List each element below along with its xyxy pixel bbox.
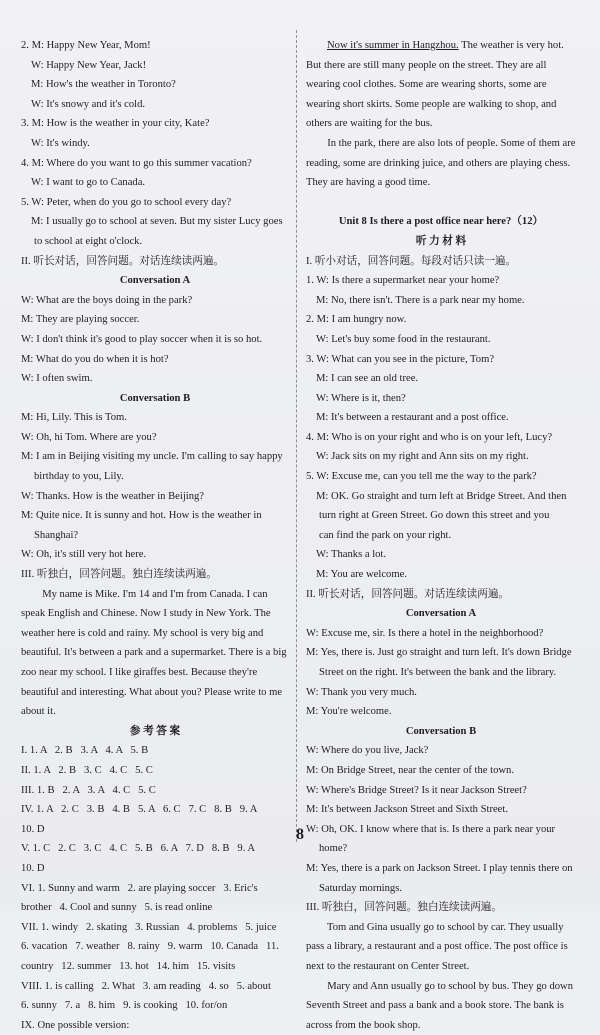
text-line: country 12. summer 13. hot 14. him 15. visits [21, 960, 236, 972]
text-line: speak English and Chinese. Now I study in New York. The [21, 608, 271, 620]
text-line: VI. 1. Sunny and warm 2. are playing soccer 3. Eric's [21, 882, 258, 894]
text-line: M: Hi, Lily. This is Tom. [21, 412, 127, 424]
text-line: They are having a good time. [306, 177, 431, 189]
text-line: 10. D [21, 862, 45, 874]
text-line: birthday to you, Lily. [34, 471, 124, 483]
text-line: II. 听长对话，回答问题。对话连续读两遍。 [21, 255, 225, 267]
text-line: turn right at Green Street. Go down this street and you [319, 510, 550, 522]
text-line: beautiful and interesting. What about you? Please write to me [21, 686, 283, 698]
text-line: M: Yes, there is. Just go straight and turn left. It's down Bridge [306, 647, 572, 659]
text-line: III. 听独白，回答问题。独白连续读两遍。 [21, 569, 217, 581]
text-line: M: You are welcome. [316, 569, 407, 581]
section-heading: Conversation A [405, 608, 477, 620]
text-line: 6. sunny 7. a 8. him 9. is cooking 10. for/on [21, 1000, 228, 1012]
text-line: across from the book shop. [306, 1019, 421, 1031]
text-line: My name is Mike. I'm 14 and I'm from Canada. I can [21, 588, 268, 600]
text-line: 4. M: Who is on your right and who is on your left, Lucy? [306, 431, 553, 443]
text-line: II. 1. A 2. B 3. C 4. C 5. C [21, 764, 153, 776]
text-line: M: It's between Jackson Street and Sixth Street. [306, 804, 508, 816]
text-line: W: Happy New Year, Jack! [31, 59, 147, 71]
underlined-sentence: Now it's summer in Hangzhou. [327, 40, 459, 51]
text-line: 3. W: What can you see in the picture, Tom? [306, 353, 495, 365]
text-line: Mary and Ann usually go to school by bus. They go down [306, 980, 573, 992]
text-line: M: I am in Beijing visiting my uncle. I'm calling to say happy [21, 451, 283, 463]
text-line: W: Oh, it's still very hot here. [21, 549, 147, 561]
text-line: M: On Bridge Street, near the center of the town. [306, 764, 514, 776]
text-line: 2. M: Happy New Year, Mom! [21, 40, 151, 51]
text-line: W: I often swim. [21, 373, 93, 385]
text-line: next to the restaurant on Center Street. [306, 960, 470, 972]
section-heading: Conversation B [405, 725, 477, 737]
text-line: I. 1. A 2. B 3. A 4. A 5. B [21, 745, 149, 757]
section-heading: Conversation B [119, 392, 191, 404]
text-line: Street on the right. It's between the bank and the library. [319, 667, 557, 678]
text-line: W: Thanks a lot. [316, 549, 387, 561]
section-heading: Unit 8 Is there a post office near here?（12） [338, 216, 544, 228]
text-line: 6. vacation 7. weather 8. rainy 9. warm 10. Canada 11. [21, 941, 279, 953]
text-line: 5. W: Peter, when do you go to school every day? [21, 196, 232, 208]
text-line: pass a library, a restaurant and a post office. The post office is [306, 941, 568, 953]
text-line: W: Where is it, then? [316, 392, 406, 404]
text-line: But there are still many people on the street. They are all [306, 59, 547, 71]
right-column [306, 36, 576, 1035]
text-line: M: No, there isn't. There is a park near my home. [316, 294, 525, 306]
text-line: Seventh Street and pass a bank and a book store. The bank is [306, 1000, 564, 1012]
text-line: 3. M: How is the weather in your city, Kate? [21, 118, 210, 130]
text-line: W: It's snowy and it's cold. [31, 98, 146, 110]
text-line: M: OK. Go straight and turn left at Bridge Street. And then [316, 490, 567, 502]
text-line: W: Where's Bridge Street? Is it near Jackson Street? [306, 784, 527, 796]
left-column [21, 36, 289, 1035]
text-fragment: The weather is very hot. [458, 40, 564, 51]
text-line: M: Yes, there is a park on Jackson Street. I play tennis there on [306, 862, 573, 874]
text-line: W: Oh, hi Tom. Where are you? [21, 431, 157, 443]
text-line: W: Excuse me, sir. Is there a hotel in the neighborhood? [306, 627, 544, 639]
text-line: III. 1. B 2. A 3. A 4. C 5. C [21, 784, 156, 796]
text-line: W: Oh, OK. I know where that is. Is there a park near your [306, 823, 556, 835]
section-heading: 参 考 答 案 [129, 725, 181, 737]
text-line: home? [319, 843, 348, 855]
text-line: W: Where do you live, Jack? [306, 745, 429, 757]
text-line: IV. 1. A 2. C 3. B 4. B 5. A 6. C 7. C 8. B 9. A [21, 804, 258, 816]
text-line: Shanghai? [34, 529, 79, 541]
text-line: M: They are playing soccer. [21, 314, 140, 326]
text-line: reading, some are drinking juice, and others are playing chess. [306, 157, 571, 169]
section-heading: 听 力 材 料 [415, 235, 467, 247]
column-divider [296, 30, 297, 842]
text-line: wearing short skirts. Some people are walking to shop, and [306, 98, 557, 110]
text-line: 1. W: Is there a supermarket near your home? [306, 275, 500, 287]
text-line: 4. M: Where do you want to go this summer vacation? [21, 157, 252, 169]
text-line: wearing cool clothes. Some are wearing shorts, some are [306, 79, 547, 91]
text-line: 5. W: Excuse me, can you tell me the way to the park? [306, 471, 537, 483]
text-line: W: I don't think it's good to play soccer when it is so hot. [21, 333, 263, 345]
text-line: M: How's the weather in Toronto? [31, 79, 176, 91]
text-line: Tom and Gina usually go to school by car. They usually [306, 921, 564, 933]
text-line: about it. [21, 706, 56, 718]
text-line: M: It's between a restaurant and a post office. [316, 412, 509, 424]
text-line: M: Quite nice. It is sunny and hot. How is the weather in [21, 510, 262, 522]
text-line: brother 4. Cool and sunny 5. is read online [21, 902, 213, 914]
text-line: W: It's windy. [31, 137, 90, 149]
text-line: W: Jack sits on my right and Ann sits on my right. [316, 451, 529, 463]
text-line: M: What do you do when it is hot? [21, 353, 169, 365]
text-line: M: I can see an old tree. [316, 373, 419, 385]
text-line: V. 1. C 2. C 3. C 4. C 5. B 6. A 7. D 8. B 9. A [21, 843, 256, 855]
page-number: 8 [296, 826, 304, 843]
text-line: W: I want to go to Canada. [31, 177, 146, 189]
text-line: VII. 1. windy 2. skating 3. Russian 4. problems 5. juice [21, 921, 277, 933]
text-line: II. 听长对话，回答问题。对话连续读两遍。 [306, 588, 510, 600]
text-line: IX. One possible version: [21, 1019, 130, 1031]
text-line: III. 听独白，回答问题。独白连续读两遍。 [306, 902, 502, 914]
text-line: M: I usually go to school at seven. But my sister Lucy goes [31, 216, 283, 228]
text-line: can find the park on your right. [319, 529, 452, 541]
text-line [306, 36, 576, 56]
text-line: weather here is cold and rainy. My school is very big and [21, 627, 264, 639]
text-line: W: What are the boys doing in the park? [21, 294, 193, 306]
text-line [306, 193, 576, 213]
text-line: others are waiting for the bus. [306, 118, 433, 130]
text-line: to school at eight o'clock. [34, 235, 143, 247]
text-line: In the park, there are also lots of people. Some of them are [306, 137, 576, 149]
text-line: VIII. 1. is calling 2. What 3. am reading 4. so 5. about [21, 980, 271, 992]
text-line: W: Let's buy some food in the restaurant. [316, 333, 491, 345]
text-line: Saturday mornings. [319, 882, 402, 894]
text-line: beautiful. It's between a park and a supermarket. There is a big [21, 647, 287, 659]
text-line: W: Thanks. How is the weather in Beijing? [21, 490, 204, 502]
text-line: I. 听小对话，回答问题。每段对话只读一遍。 [306, 255, 517, 267]
section-heading: Conversation A [119, 275, 191, 287]
text-line: M: You're welcome. [306, 706, 392, 718]
text-line: zoo near my school. I like giraffes best. Because they're [21, 667, 258, 678]
text-line: W: Thank you very much. [306, 686, 417, 698]
text-line: 10. D [21, 823, 45, 835]
text-line: 2. M: I am hungry now. [306, 314, 407, 326]
